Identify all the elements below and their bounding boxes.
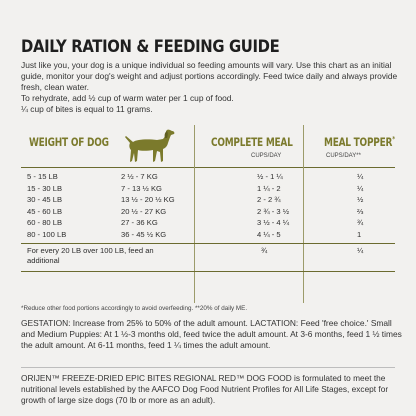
header-complete-meal: COMPLETE MEAL [211,135,293,149]
extra-weight-row [21,243,395,272]
weight-lb-cell: 30 - 45 LB [27,195,63,204]
table-row [21,171,395,183]
complete-meal-cell: 1 ¼ - 2 [257,183,281,193]
extra-weight-label: For every 20 LB over 100 LB, feed an additional [27,246,154,265]
meal-topper-cell: ⅔ [357,206,364,216]
page-title: DAILY RATION & FEEDING GUIDE [21,37,280,56]
rehydrate-instruction: To rehydrate, add ½ cup of warm water per 1 cup of food. [21,93,234,104]
meal-topper-cell: ½ [357,195,364,204]
intro-paragraph: Just like you, your dog is a unique individual so feeding amounts will vary. Use this chart as an initial guide, monitor your dog's weight and adjust portions accordingly. Feed twice daily and always provide fresh, clean water. [21,60,398,93]
complete-unit-label: CUPS/DAY [251,153,282,159]
complete-meal-cell: 2 - 2 ¾ [257,195,281,204]
meal-topper-cell: ¼ [357,183,364,193]
table-row [21,183,395,195]
table-row [21,217,395,229]
table-row [21,229,395,241]
header-meal-topper: MEAL TOPPER* [324,135,395,149]
footnote: *Reduce other food portions accordingly to avoid overfeeding. **20% of daily ME. [21,305,248,312]
weight-kg-cell: 27 - 36 KG [121,218,158,227]
gestation-note: GESTATION: Increase from 25% to 50% of the adult amount. LACTATION: Feed 'free choice.' Small and Medium Puppies: At 1 ½-3 months old, feed twice the adult amount. At 3-6 months, feed 1 ½ times the adult amount. At 6-11 months, feed 1 ¼ times the adult amount. [21,318,402,351]
complete-meal-cell: 4 ¼ - 5 [257,229,281,239]
complete-meal-cell: 3 ½ - 4 ¼ [257,218,290,227]
table-header [21,125,395,168]
weight-kg-cell: 7 - 13 ½ KG [121,183,162,193]
weight-kg-cell: 20 ½ - 27 KG [121,206,167,216]
extra-topper-value: ¼ [357,246,364,255]
weight-kg-cell: 2 ½ - 7 KG [121,172,158,181]
aafco-statement: ORIJEN™ FREEZE-DRIED EPIC BITES REGIONAL RED™ DOG FOOD is formulated to meet the nutritional levels established by the AAFCO Dog Food Nutrient Profiles for All Life Stages, except for growth of large size dogs (70 lb or more as an adult). [21,373,389,405]
weight-lb-cell: 60 - 80 LB [27,218,63,227]
bites-conversion: ¼ cup of bites is equal to 11 grams. [21,104,153,115]
weight-kg-cell: 13 ½ - 20 ½ KG [121,195,175,204]
table-row [21,206,395,218]
weight-lb-cell: 15 - 30 LB [27,183,63,193]
meal-topper-cell: ¼ [357,172,364,181]
topper-unit-label: CUPS/DAY** [326,153,361,159]
section-divider [21,367,395,368]
extra-meal-value: ¾ [261,246,268,255]
complete-meal-cell: ½ - 1 ¼ [257,172,283,181]
weight-kg-cell: 36 - 45 ½ KG [121,229,167,239]
header-weight: WEIGHT OF DOG [29,135,109,149]
weight-lb-cell: 5 - 15 LB [27,172,58,181]
weight-lb-cell: 45 - 60 LB [27,206,63,216]
dog-silhouette-icon [119,126,177,166]
table-body [21,168,395,243]
weight-lb-cell: 80 - 100 LB [27,229,67,239]
intro-text [21,60,401,115]
meal-topper-cell: ¾ [357,218,364,227]
meal-topper-cell: 1 [357,229,362,239]
feeding-table [21,125,395,272]
complete-meal-cell: 2 ¾ - 3 ½ [257,206,290,216]
table-row [21,194,395,206]
